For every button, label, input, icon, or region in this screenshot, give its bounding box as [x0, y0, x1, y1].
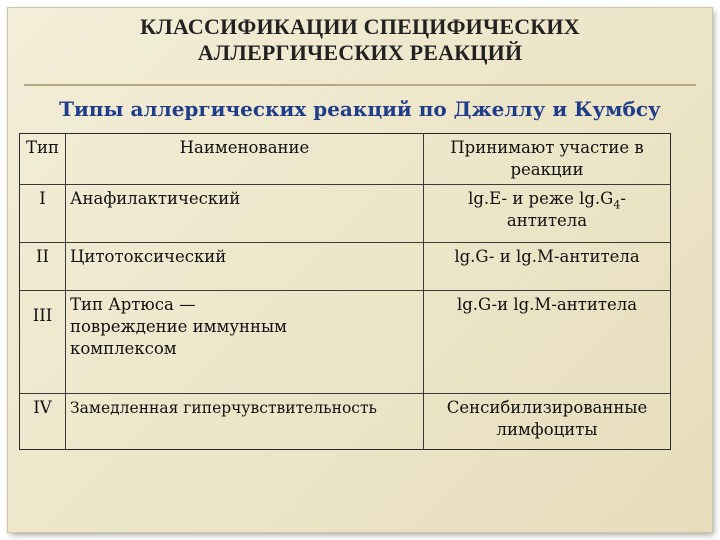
- cells-cell: [424, 185, 671, 243]
- type-cell: II: [20, 243, 66, 291]
- allergy-types-table: [19, 133, 671, 450]
- name-cell: Анафилактический: [66, 185, 424, 243]
- title-line-2: АЛЛЕРГИЧЕСКИХ РЕАКЦИЙ: [197, 40, 523, 65]
- table-row: [20, 291, 671, 394]
- name-cell: Тип Артюса — повреждение иммунным комплексом: [66, 291, 424, 394]
- cells-cell: Сенсибилизированные лимфоциты: [446, 398, 648, 439]
- cells-cell: lg.G- и lg.M-антитела: [454, 247, 640, 266]
- table-row: [20, 394, 671, 450]
- name-cell: Цитотоксический: [66, 243, 424, 291]
- name-cell: Замедленная гиперчувствительность: [66, 394, 424, 450]
- cells-cell: lg.G-и lg.M-антитела: [456, 295, 638, 314]
- slide-subtitle: Типы аллергических реакций по Джеллу и Кумбсу: [59, 97, 661, 121]
- header-type: Тип: [20, 134, 66, 185]
- header-name: Наименование: [66, 134, 424, 185]
- title-divider: [24, 84, 696, 86]
- type-cell: III: [20, 291, 66, 394]
- type-cell: IV: [20, 394, 66, 450]
- table-row: [20, 185, 671, 243]
- cells-text-suffix: -антитела: [506, 189, 626, 230]
- cells-subscript: 4: [613, 198, 621, 212]
- table-row: [20, 243, 671, 291]
- title-line-1: КЛАССИФИКАЦИИ СПЕЦИФИЧЕСКИХ: [140, 14, 580, 39]
- header-cells: Принимают участие в реакции: [450, 138, 644, 179]
- slide-title: [0, 14, 720, 66]
- cells-text: lg.E- и реже lg.G: [468, 189, 614, 208]
- table-header-row: [20, 134, 671, 185]
- type-cell: I: [20, 185, 66, 243]
